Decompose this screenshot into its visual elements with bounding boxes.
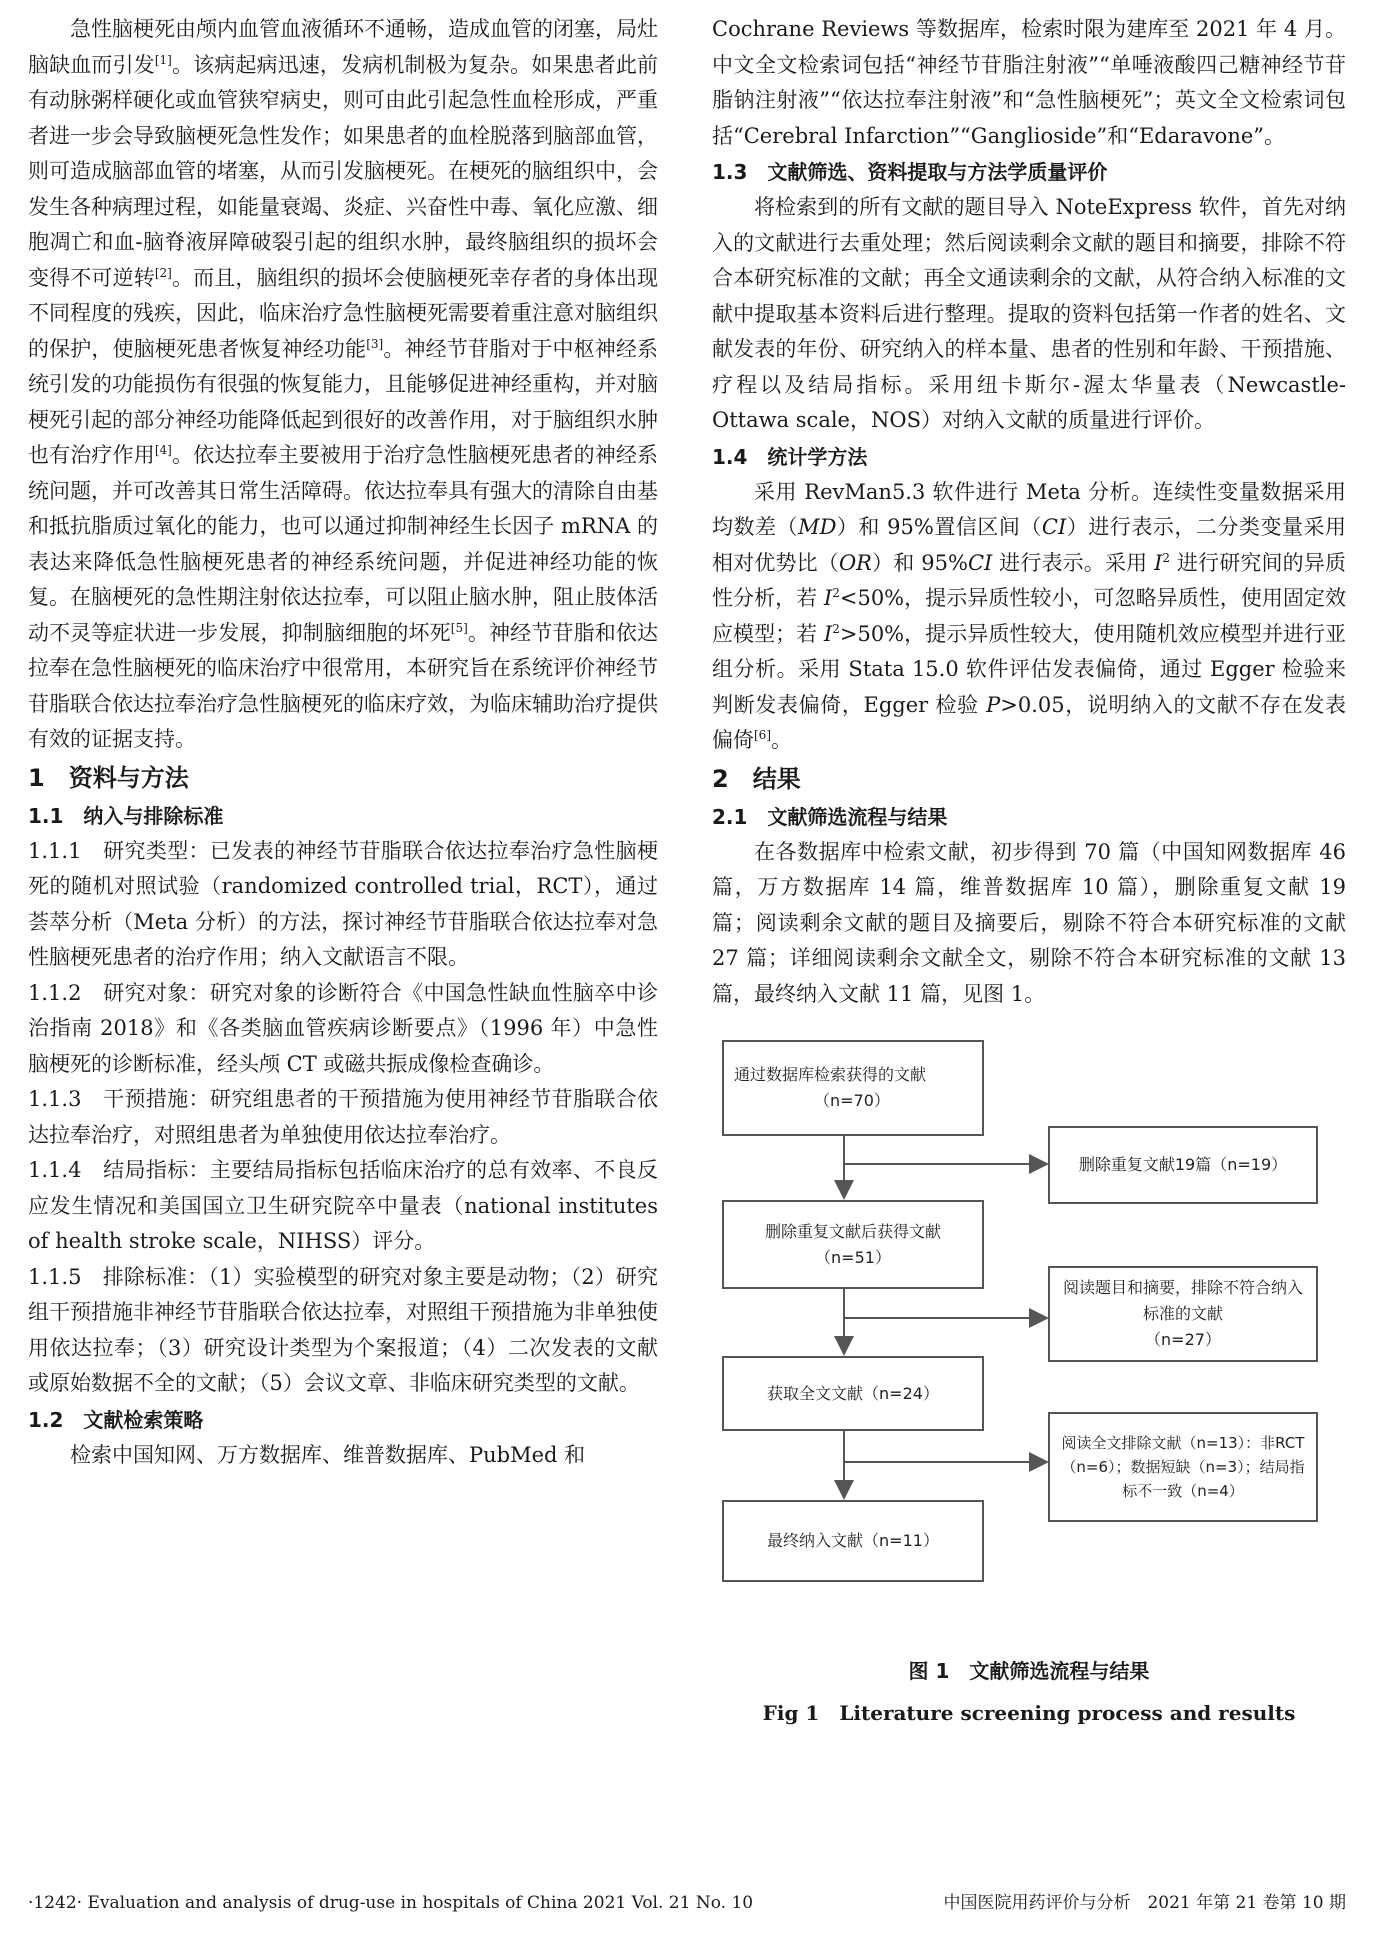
paragraph-1-1-3: 1.1.3 干预措施：研究组患者的干预措施为使用神经节苷脂联合依达拉奉治疗，对照组患者为单独使用依达拉奉治疗。 xyxy=(28,1087,658,1147)
paragraph-1-1-1: 1.1.1 研究类型：已发表的神经节苷脂联合依达拉奉治疗急性脑梗死的随机对照试验（randomized controlled trial，RCT），通过荟萃分析（Meta 分析）的方法，探讨神经节苷脂联合依达拉奉对急性脑梗死患者的治疗作用；纳入文献语言不限。 xyxy=(28,838,658,969)
paragraph-1-1-5: 1.1.5 排除标准：（1）实验模型的研究对象主要是动物；（2）研究组干预措施非神经节苷脂联合依达拉奉，对照组干预措施为非单独使用依达拉奉；（3）研究设计类型为个案报道；（4）二次发表的文献或原始数据不全的文献；（5）会议文章、非临床研究类型的文献。 xyxy=(28,1264,658,1395)
paragraph-1-1-2: 1.1.2 研究对象：研究对象的诊断符合《中国急性缺血性脑卒中诊治指南 2018》和《各类脑血管疾病诊断要点》（1996 年）中急性脑梗死的诊断标准，经头颅 CT 或磁共振成像检查确诊。 xyxy=(28,980,658,1076)
footer-journal-cn: 中国医院用药评价与分析 2021 年第 21 卷第 10 期 xyxy=(943,1893,1346,1913)
figure-caption-en: Fig 1 Literature screening process and results xyxy=(762,1701,1296,1725)
flow-box-full-text: 获取全文文献（n=24） xyxy=(722,1356,984,1431)
subsection-heading-2-1: 2.1 文献筛选流程与结果 xyxy=(712,804,948,829)
right-column xyxy=(712,12,1346,1730)
footer-journal-en: ·1242· Evaluation and analysis of drug-use in hospitals of China 2021 Vol. 21 No. 10 xyxy=(28,1893,754,1913)
paragraph-1-2: 检索中国知网、万方数据库、维普数据库、PubMed 和 xyxy=(70,1442,586,1467)
paragraph-2-1: 在各数据库中检索文献，初步得到 70 篇（中国知网数据库 46 篇，万方数据库 14 篇，维普数据库 10 篇），删除重复文献 19 篇；阅读剩余文献的题目及摘要后，剔除不符合本研究标准的文献 27 篇；详细阅读剩余文献全文，剔除不符合本研究标准的文献 13 篇，最终纳入文献 11 篇，见图 1。 xyxy=(712,839,1346,1006)
figure-caption-cn: 图 1 文献筛选流程与结果 xyxy=(908,1659,1150,1683)
section-heading-1: 1 资料与方法 xyxy=(28,763,189,792)
paragraph-1-3: 将检索到的所有文献的题目导入 NoteExpress 软件，首先对纳入的文献进行去重处理；然后阅读剩余文献的题目和摘要，排除不符合本研究标准的文献；再全文通读剩余的文献，从符合纳入标准的文献中提取基本资料后进行整理。提取的资料包括第一作者的姓名、文献发表的年份、研究纳入的样本量、患者的性别和年龄、干预措施、疗程以及结局指标。采用纽卡斯尔-渥太华量表（Newcastle-Ottawa scale，NOS）对纳入文献的质量进行评价。 xyxy=(712,195,1346,432)
section-heading-2: 2 结果 xyxy=(712,764,801,793)
subsection-heading-1-3: 1.3 文献筛选、资料提取与方法学质量评价 xyxy=(712,160,1108,184)
subsection-heading-1-1: 1.1 纳入与排除标准 xyxy=(28,803,224,828)
flow-box-final-included: 最终纳入文献（n=11） xyxy=(722,1500,984,1582)
intro-paragraph: 急性脑梗死由颅内血管血液循环不通畅，造成血管的闭塞，局灶脑缺血而引发[1]。该病起病迅速，发病机制极为复杂。如果患者此前有动脉粥样硬化或血管狭窄病史，则可由此引起急性血栓形成，严重者进一步会导致脑梗死急性发作；如果患者的血栓脱落到脑部血管，则可造成脑部血管的堵塞，从而引发脑梗死。在梗死的脑组织中，会发生各种病理过程，如能量衰竭、炎症、兴奋性中毒、氧化应激、细胞凋亡和血-脑脊液屏障破裂引起的组织水肿，最终脑组织的损坏会变得不可逆转[2]。而且，脑组织的损坏会使脑梗死幸存者的身体出现不同程度的残疾，因此，临床治疗急性脑梗死需要着重注意对脑组织的保护，使脑梗死患者恢复神经功能[3]。神经节苷脂对于中枢神经系统引发的功能损伤有很强的恢复能力，且能够促进神经重构，并对脑梗死引起的部分神经功能降低起到很好的改善作用，对于脑组织水肿也有治疗作用[4]。依达拉奉主要被用于治疗急性脑梗死患者的神经系统问题，并可改善其日常生活障碍。依达拉奉具有强大的清除自由基和抵抗脂质过氧化的能力，也可以通过抑制神经生长因子 mRNA 的表达来降低急性脑梗死患者的神经系统问题，并促进神经功能的恢复。在脑梗死的急性期注射依达拉奉，可以阻止脑水肿，阻止肢体活动不灵等症状进一步发展，抑制脑细胞的坏死[5]。神经节苷脂和依达拉奉在急性脑梗死的临床治疗中很常用，本研究旨在系统评价神经节苷脂联合依达拉奉治疗急性脑梗死的临床疗效，为临床辅助治疗提供有效的证据支持。 xyxy=(28,17,659,751)
paragraph-1-2-continued: Cochrane Reviews 等数据库，检索时限为建库至 2021 年 4 月。中文全文检索词包括“神经节苷脂注射液”“单唾液酸四己糖神经节苷脂钠注射液”“依达拉奉注射液”和“急性脑梗死”；英文全文检索词包括“Cerebral Infarction”“Ganglioside”和“Edaravone”。 xyxy=(712,17,1346,148)
paragraph-1-1-4: 1.1.4 结局指标：主要结局指标包括临床治疗的总有效率、不良反应发生情况和美国国立卫生研究院卒中量表（national institutes of health stroke scale，NIHSS）评分。 xyxy=(28,1158,658,1253)
flowchart-figure xyxy=(712,1026,1346,1646)
subsection-heading-1-2: 1.2 文献检索策略 xyxy=(28,1407,204,1432)
paragraph-1-4: 采用 RevMan5.3 软件进行 Meta 分析。连续性变量数据采用均数差（MD）和 95%置信区间（CI）进行表示，二分类变量采用相对优势比（OR）和 95%CI 进行表示。采用 $I^2$ 进行研究间的异质性分析，若 $I^2<50\%$，提示异质性较小，可忽略异质性，使用固定效应模型；若 $I^2>50\%$，提示异质性较大，使用随机效应模型并进行亚组分析。采用 Stata 15.0 软件评估发表偏倚，通过 Egger 检验来判断发表偏倚，Egger 检验 P>0.05，说明纳入的文献不存在发表偏倚[6]。 xyxy=(712,479,1346,752)
flow-box-retrieved: 通过数据库检索获得的文献 （n=70） xyxy=(722,1040,984,1136)
flow-box-full-text-excluded: 阅读全文排除文献（n=13）：非RCT（n=6）；数据短缺（n=3）；结局指标不一致（n=4） xyxy=(1048,1412,1318,1522)
flow-box-title-abstract-excluded: 阅读题目和摘要，排除不符合纳入标准的文献 （n=27） xyxy=(1048,1266,1318,1362)
left-column xyxy=(28,12,658,1473)
subsection-heading-1-4: 1.4 统计学方法 xyxy=(712,444,868,469)
page-footer xyxy=(28,1888,1346,1918)
flow-box-duplicates-removed: 删除重复文献19篇（n=19） xyxy=(1048,1126,1318,1204)
flow-box-after-dedup: 删除重复文献后获得文献 （n=51） xyxy=(722,1200,984,1289)
